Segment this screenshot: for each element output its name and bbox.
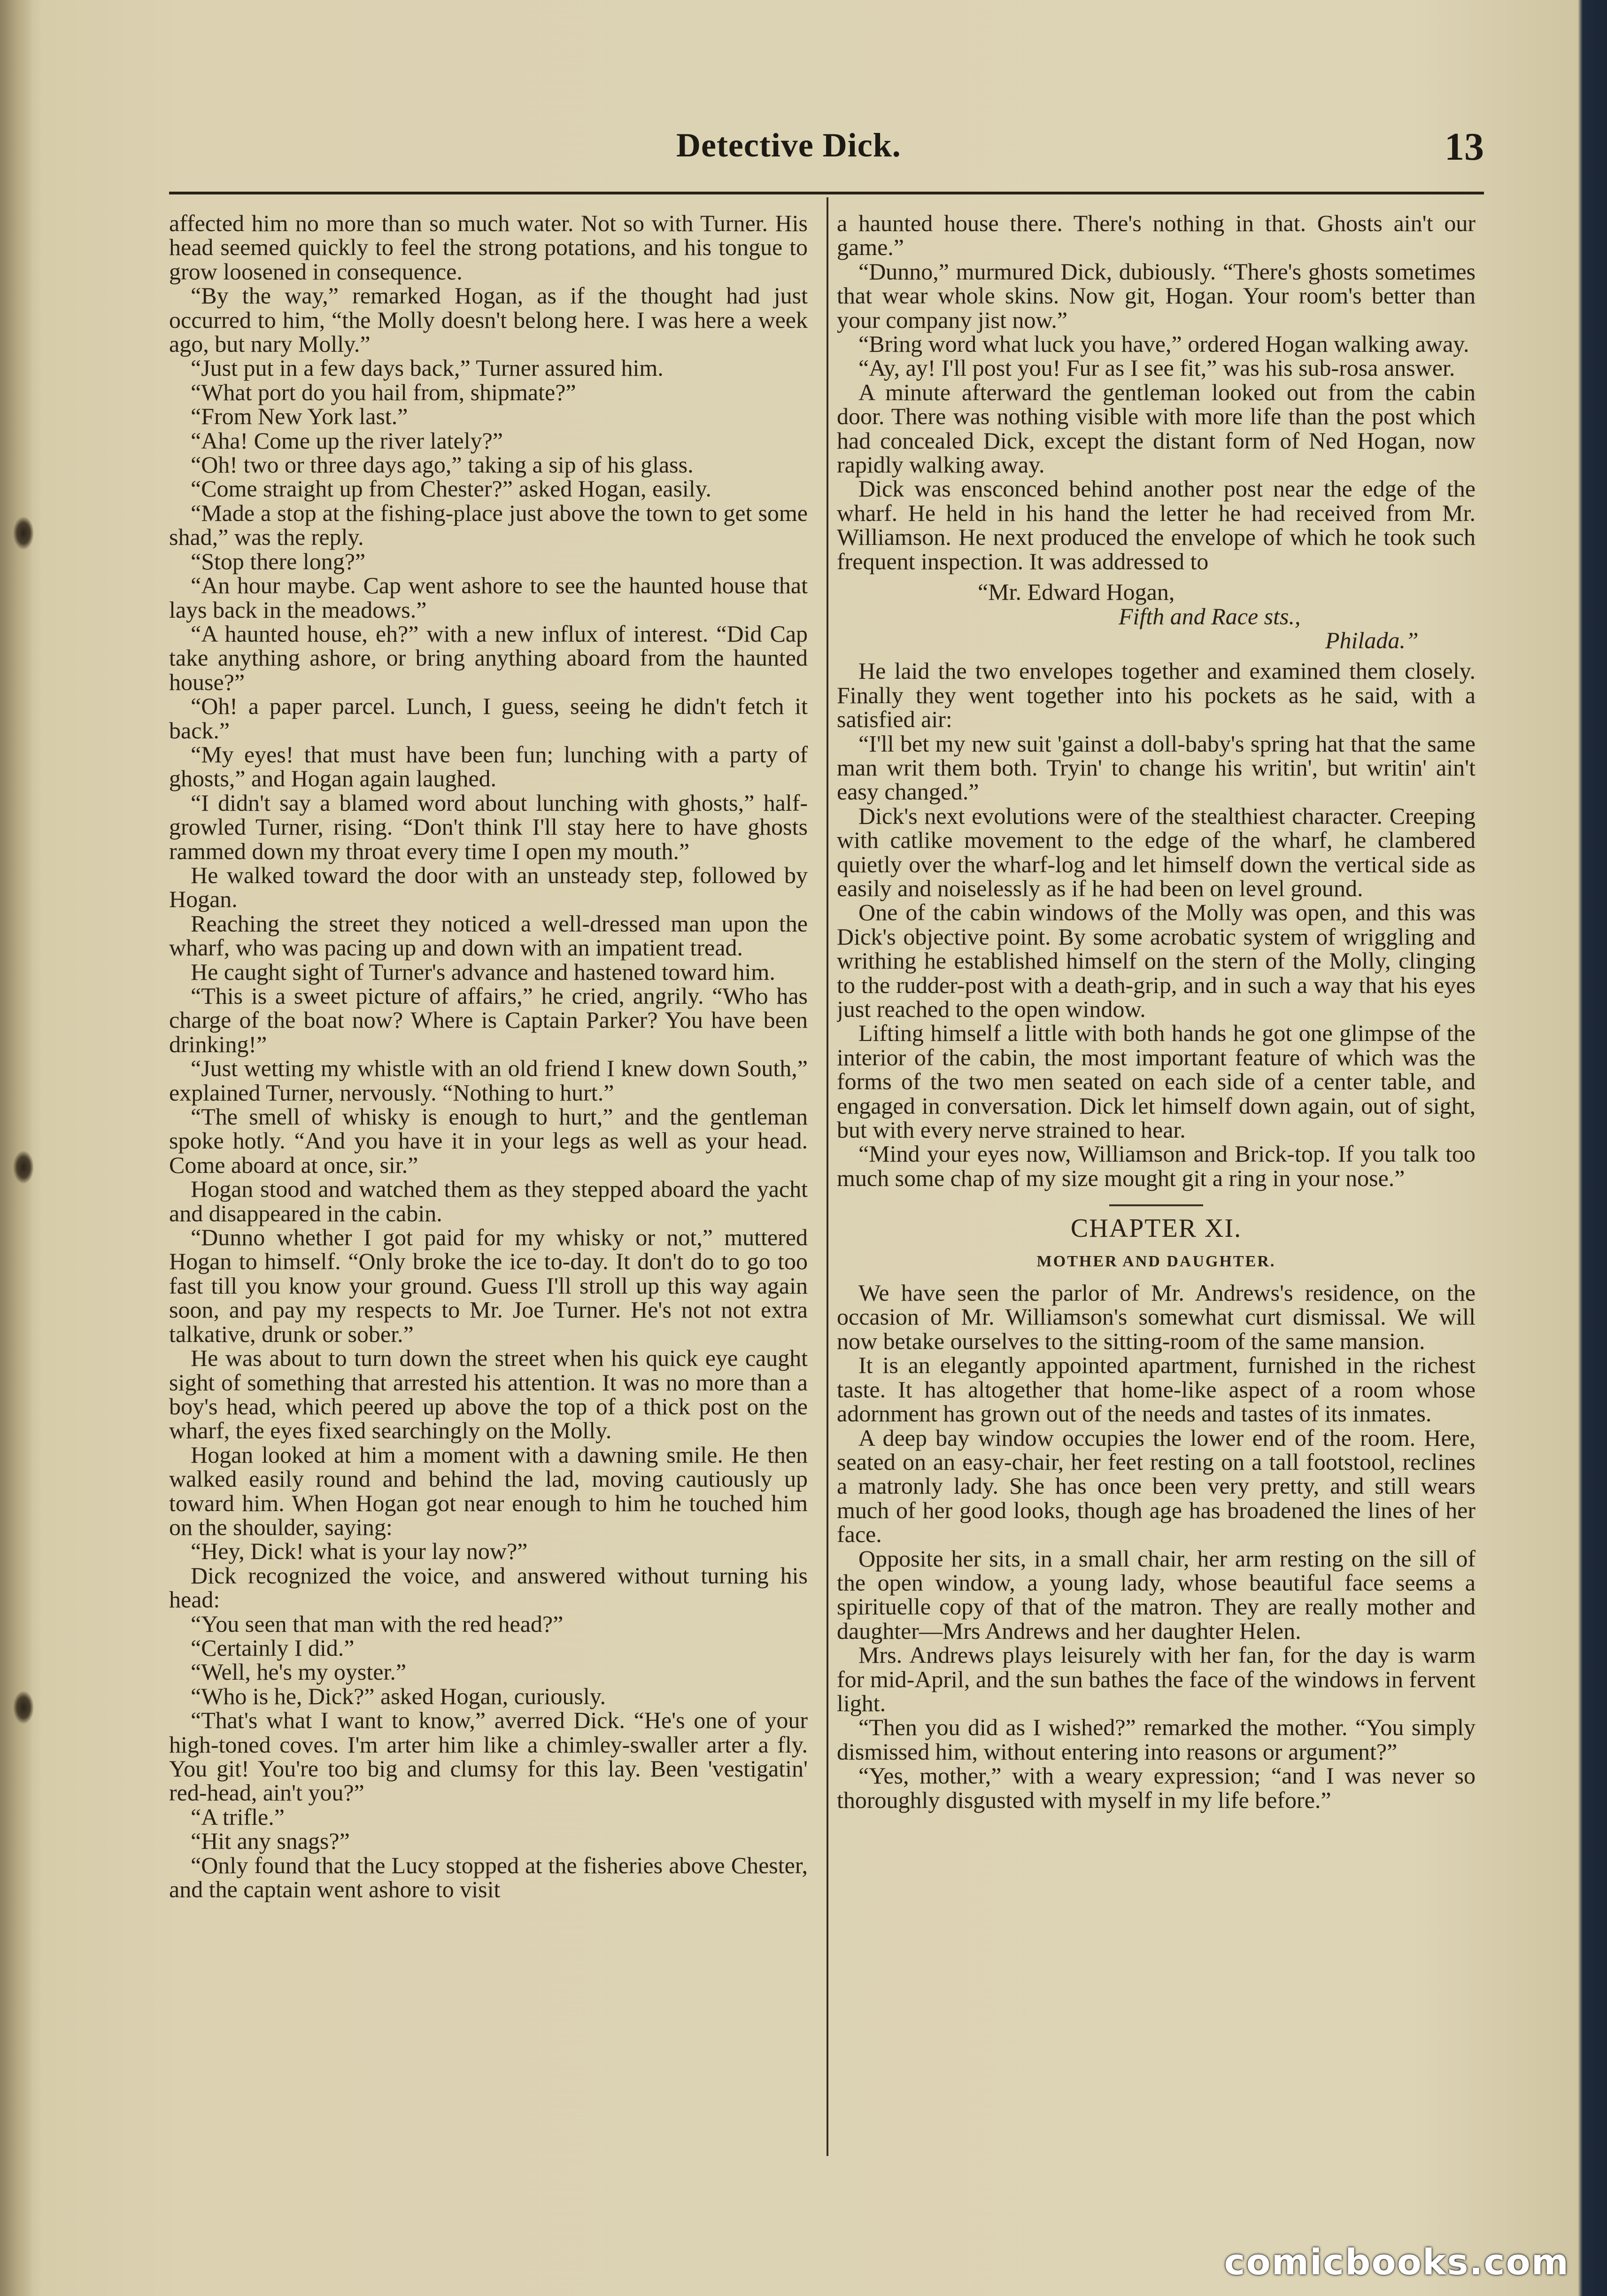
paragraph: “Bring word what luck you have,” ordered Hogan walking away. [858,331,1469,357]
paragraph: We have seen the parlor of Mr. Andrews's residence, on the occasion of Mr. Williamson's somewhat curt dismissal. We will now betake ourselves to the sitting-room of the same mansion. [837,1280,1476,1354]
paragraph: Dick recognized the voice, and answered without turning his head: [169,1562,808,1613]
paragraph: “What port do you hail from, shipmate?” [191,379,576,405]
paragraph: One of the cabin windows of the Molly was open, and this was Dick's objective point. By some acrobatic system of wriggling and writhing he established himself on the stern of the Molly, clinging to the rudder-post with a death-grip, and in such a way that his eyes just reached to the open window. [837,899,1476,1022]
paragraph: It is an elegantly appointed apartment, furnished in the richest taste. It has altogether that home-like aspect of a room whose adornment has grown out of the needs and tastes of its inmates. [837,1352,1476,1427]
paragraph: “By the way,” remarked Hogan, as if the thought had just occurred to him, “the Molly doesn't belong here. I was here a week ago, but nary Molly.” [169,282,808,357]
paragraph: “That's what I want to know,” averred Dick. “He's one of your high-toned coves. I'm arter him like a chimley-swaller arter a fly. You git! You're too big and clumsy for this lay. Been 'vestigatin' red-head, ain't you?” [169,1707,808,1806]
paragraph: A minute afterward the gentleman looked out from the cabin door. There was nothing visible with more life than the post which had concealed Dick, except the distant form of Ned Hogan, now rapidly walking away. [837,379,1476,478]
paragraph: “Dunno,” murmured Dick, dubiously. “There's ghosts sometimes that wear whole skins. Now git, Hogan. Your room's better than your company jist now.” [837,258,1476,333]
chapter-subtitle: MOTHER AND DAUGHTER. [1036,1252,1276,1270]
paragraph: “An hour maybe. Cap went ashore to see the haunted house that lays back in the meadows.” [169,572,808,623]
paragraph: Hogan looked at him a moment with a dawning smile. He then walked easily round and behind the lad, moving cautiously up toward him. When Hogan got near enough to him he touched him on the shoulder, saying: [169,1441,808,1540]
paragraph: “Mind your eyes now, Williamson and Brick-top. If you talk too much some chap of my size mought git a ring in your nose.” [837,1140,1476,1191]
column-divider [827,197,828,2156]
right-column-top [837,211,1476,574]
paragraph: “A haunted house, eh?” with a new influx of interest. “Did Cap take anything ashore, or bring anything aboard from the haunted house?” [169,620,808,695]
header-rule [169,192,1484,194]
paragraph: “Dunno whether I got paid for my whisky or not,” muttered Hogan to himself. “Only broke the ice to-day. It don't do to go too fast till you know your ground. Guess I'll stroll up this way again soon, and pay my respects to Mr. Joe Turner. He's not not extra talkative, drunk or sober.” [169,1224,808,1347]
paragraph: Opposite her sits, in a small chair, her arm resting on the sill of the open window, a young lady, whose beautiful face seems a spirituelle copy of that of the matron. They are really mother and daughter—Mrs Andrews and her daughter Helen. [837,1545,1476,1644]
paragraph: Hogan stood and watched them as they stepped aboard the yacht and disappeared in the cabin. [169,1176,808,1226]
watermark: comicbooks.com [1224,2241,1569,2283]
paragraph: “Hey, Dick! what is your lay now?” [191,1538,528,1565]
paragraph: “Just wetting my whistle with an old friend I knew down South,” explained Turner, nervously. “Nothing to hurt.” [169,1055,808,1106]
paragraph: “I'll bet my new suit 'gainst a doll-baby's spring hat that the same man writ them both. Tryin' to change his writin', but writin' ain't easy changed.” [837,730,1476,805]
paragraph: “You seen that man with the red head?” [191,1610,564,1637]
page-binding [0,0,33,2296]
binding-hole [13,517,34,550]
binding-hole [13,1151,34,1184]
paragraph: “Then you did as I wished?” remarked the mother. “You simply dismissed him, without entering into reasons or argument?” [837,1714,1476,1765]
paragraph: He laid the two envelopes together and examined them closely. Finally they went together into his pockets as he said, with a satisfied air: [837,658,1476,733]
paragraph: “Hit any snags?” [191,1828,350,1854]
paragraph: “My eyes! that must have been fun; lunching with a party of ghosts,” and Hogan again laughed. [169,741,808,792]
chapter-title: CHAPTER XI. [1070,1214,1242,1243]
page-header [169,126,1484,182]
paragraph: Reaching the street they noticed a well-dressed man upon the wharf, who was pacing up and down with an impatient tread. [169,910,808,961]
left-column [169,211,808,2156]
paragraph: a haunted house there. There's nothing in that. Ghosts ain't our game.” [837,211,1476,261]
paragraph: “Who is he, Dick?” asked Hogan, curiously. [191,1683,606,1709]
paragraph: He was about to turn down the street when his quick eye caught sight of something that arrested his attention. It was no more than a boy's head, which peered up above the top of a thick post on the wharf, the eyes fixed searchingly on the Molly. [169,1345,808,1444]
paragraph: “Oh! two or three days ago,” taking a sip of his glass. [191,451,694,478]
paragraph: “Yes, mother,” with a weary expression; “and I was never so thoroughly disgusted with myself in my life before.” [837,1762,1476,1813]
paragraph: “Oh! a paper parcel. Lunch, I guess, seeing he didn't fetch it back.” [169,693,808,744]
address-line: Philada.” [1325,627,1419,653]
binding-hole [13,1691,34,1724]
paragraph: Mrs. Andrews plays leisurely with her fan, for the day is warm for mid-April, and the sun bathes the face of the windows in fervent light. [837,1642,1476,1716]
paragraph: affected him no more than so much water. Not so with Turner. His head seemed quickly to feel the strong potations, and his tongue to grow loosened in consequence. [169,211,808,285]
paragraph: “Only found that the Lucy stopped at the fisheries above Chester, and the captain went ashore to visit [169,1852,808,1903]
paragraph: “This is a sweet picture of affairs,” he cried, angrily. “Who has charge of the boat now? Where is Captain Parker? You have been drinking!” [169,983,808,1057]
paragraph: He walked toward the door with an unsteady step, followed by Hogan. [169,861,808,913]
page-number: 13 [1445,125,1484,169]
paragraph: “From New York last.” [191,403,408,430]
paragraph: “Ay, ay! I'll post you! Fur as I see fit,” was his sub-rosa answer. [858,355,1455,381]
paragraph: Dick was ensconced behind another post near the edge of the wharf. He held in his hand the letter he had received from Mr. Williamson. He next produced the envelope of which he took such frequent inspection. It was addressed to [837,475,1476,574]
paragraph: “A trifle.” [191,1803,285,1830]
right-column-bottom [837,1281,1476,1812]
right-column-middle [837,659,1476,1190]
paragraph: “Come straight up from Chester?” asked Hogan, easily. [191,475,711,502]
chapter-rule [1109,1204,1203,1206]
paragraph: “Stop there long?” [191,548,366,574]
paragraph: “Just put in a few days back,” Turner assured him. [191,355,664,381]
paragraph: “Well, he's my oyster.” [191,1659,407,1685]
right-column [837,211,1476,2156]
paragraph: “The smell of whisky is enough to hurt,” and the gentleman spoke hotly. “And you have it in your legs as well as your head. Come aboard at once, sir.” [169,1103,808,1178]
paragraph: “I didn't say a blamed word about lunching with ghosts,” half-growled Turner, rising. “Don't think I'll stay here to have ghosts rammed down my throat every time I open my mouth.” [169,789,808,864]
paragraph: He caught sight of Turner's advance and hastened toward him. [191,958,775,985]
envelope-address [837,580,1476,652]
paragraph: “Aha! Come up the river lately?” [191,427,503,454]
address-line: Fifth and Race sts., [1119,603,1301,629]
paragraph: “Made a stop at the fishing-place just above the town to get some shad,” was the reply. [169,499,808,551]
paragraph: “Certainly I did.” [191,1634,355,1661]
paragraph: Lifting himself a little with both hands he got one glimpse of the interior of the cabin, the most important feature of which was the forms of the two men seated on each side of a center table, and engaged in conversation. Dick let himself down again, out of sight, but with every nerve strained to hear. [837,1020,1476,1143]
paragraph: Dick's next evolutions were of the stealthiest character. Creeping with catlike movement to the edge of the wharf, he clambered quietly over the wharf-log and let himself down the vertical side as easily and noiselessly as if he had been on level ground. [837,802,1476,901]
running-head: Detective Dick. [676,126,901,164]
paragraph: A deep bay window occupies the lower end of the room. Here, seated on an easy-chair, her feet resting on a tall footstool, reclines a matronly lady. She has once been very pretty, and still wears much of her good looks, though age has broadened the lines of her face. [837,1424,1476,1548]
address-line: “Mr. Edward Hogan, [978,579,1175,605]
